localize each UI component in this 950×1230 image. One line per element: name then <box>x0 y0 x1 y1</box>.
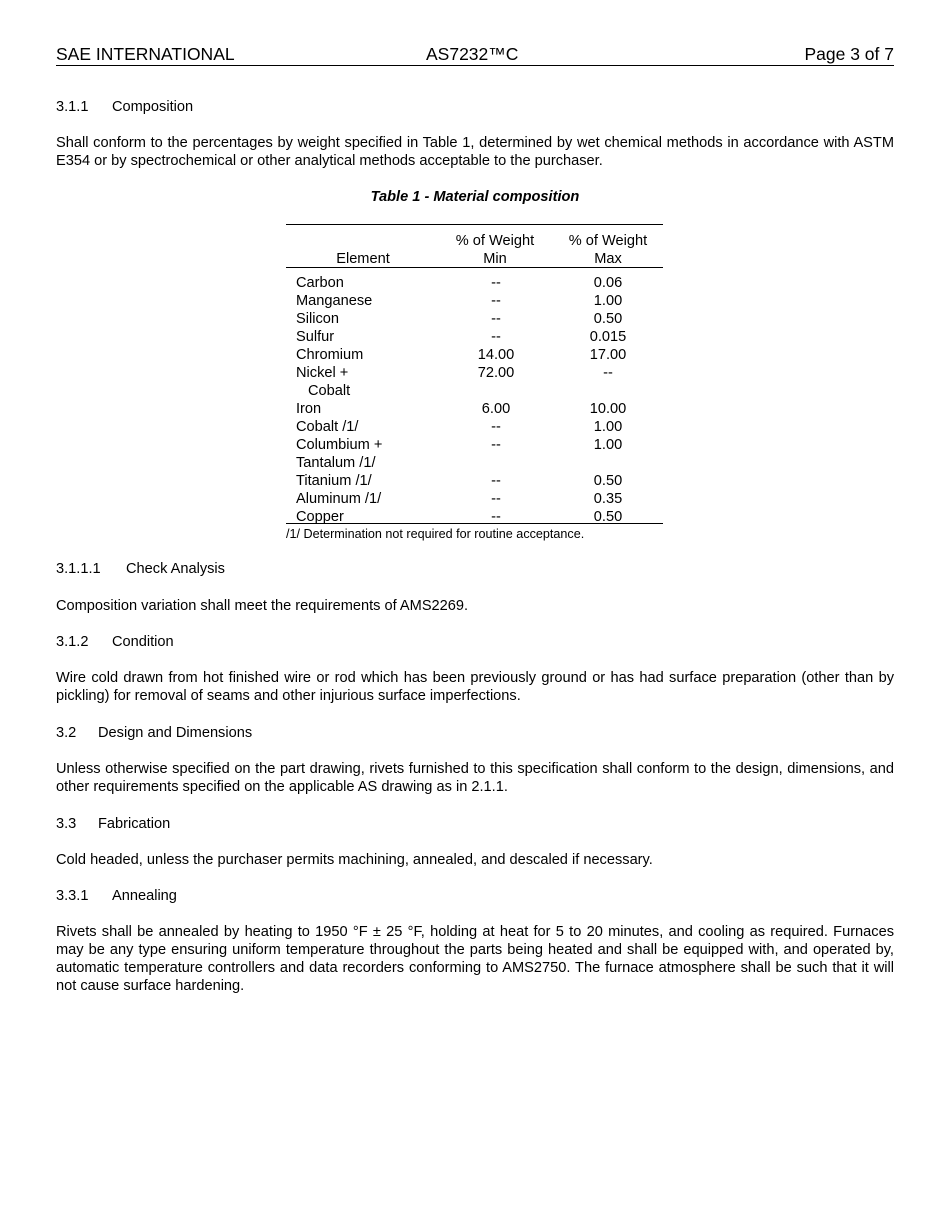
cell-max: 0.50 <box>593 473 623 489</box>
cell-min: 72.00 <box>477 365 515 381</box>
cell-element: Carbon <box>296 275 344 291</box>
cell-max: 0.35 <box>593 491 623 507</box>
header-min-line1: % of Weight <box>455 233 535 249</box>
section-body-3-1-1-1: Composition variation shall meet the requirements of AMS2269. <box>56 598 469 614</box>
table-body <box>286 274 663 526</box>
cell-max: 0.015 <box>589 329 627 345</box>
section-title: Fabrication <box>98 816 171 832</box>
table-row <box>286 472 663 490</box>
cell-min: -- <box>491 329 501 345</box>
table-row <box>286 292 663 310</box>
header-element: Element <box>336 251 390 267</box>
section-number: 3.3.1 <box>56 888 89 904</box>
table-footnote: /1/ Determination not required for routine acceptance. <box>286 527 585 541</box>
section-title: Check Analysis <box>126 561 225 577</box>
section-heading-3-3-1 <box>56 887 177 905</box>
section-heading-3-3 <box>56 815 170 833</box>
cell-min: -- <box>491 509 501 525</box>
cell-max: 0.06 <box>593 275 623 291</box>
section-body-3-3-1: Rivets shall be annealed by heating to 1950 °F ± 25 °F, holding at heat for 5 to 20 minutes, and cooling as required. Furnaces may be any type ensuring uniform temperature throughout the parts being heated and shall be equipped with, and operated by, automatic temperature controllers and data recorders conforming to AMS2750. The furnace atmosphere shall be such that it will not cause surface hardening. <box>56 924 894 994</box>
table-row <box>286 274 663 292</box>
cell-element: Iron <box>296 401 322 417</box>
cell-min: -- <box>491 473 501 489</box>
section-number: 3.1.1 <box>56 99 89 115</box>
header-min-line2: Min <box>483 251 507 267</box>
table-caption: Table 1 - Material composition <box>370 189 580 205</box>
header-max <box>548 232 668 268</box>
cell-max: 1.00 <box>593 437 623 453</box>
table-bottom-rule <box>286 523 663 524</box>
cell-max: 1.00 <box>593 419 623 435</box>
cell-element: Cobalt /1/ <box>296 419 359 435</box>
section-title: Design and Dimensions <box>98 725 253 741</box>
cell-element: Silicon <box>296 311 339 327</box>
cell-max: 17.00 <box>589 347 627 363</box>
table-row <box>286 328 663 346</box>
header-max-line1: % of Weight <box>568 233 648 249</box>
table-row <box>286 346 663 364</box>
table-row <box>286 400 663 418</box>
cell-max: 0.50 <box>593 509 623 525</box>
section-title: Condition <box>112 634 174 650</box>
table-row <box>286 490 663 508</box>
cell-min: -- <box>491 437 501 453</box>
cell-element: Aluminum /1/ <box>296 491 382 507</box>
section-number: 3.2 <box>56 725 77 741</box>
cell-element: Chromium <box>296 347 364 363</box>
cell-min: -- <box>491 419 501 435</box>
cell-element: Titanium /1/ <box>296 473 372 489</box>
section-title: Composition <box>112 99 194 115</box>
section-body-3-1-1: Shall conform to the percentages by weight specified in Table 1, determined by wet chemical methods in accordance with ASTM E354 or by spectrochemical or other analytical methods acceptable to the purchaser. <box>56 135 894 169</box>
cell-max: -- <box>603 365 613 381</box>
cell-min: -- <box>491 311 501 327</box>
header-organization: SAE INTERNATIONAL <box>56 44 235 64</box>
cell-element: Nickel + Cobalt <box>296 365 351 399</box>
cell-element: Copper <box>296 509 344 525</box>
header-min <box>435 232 555 268</box>
section-body-3-1-2: Wire cold drawn from hot finished wire or rod which has been previously ground or has had surface preparation (other than by pickling) for removal of seams and other injurious surface imperfections. <box>56 670 894 704</box>
section-body-3-3: Cold headed, unless the purchaser permits machining, annealed, and descaled if necessary. <box>56 852 653 868</box>
table-row <box>286 310 663 328</box>
table-header-rule <box>286 267 663 268</box>
page-header <box>56 45 894 66</box>
cell-min: -- <box>491 293 501 309</box>
table-top-rule <box>286 224 663 225</box>
section-heading-3-2 <box>56 724 252 742</box>
header-document-number: AS7232™C <box>426 44 519 64</box>
cell-element: Manganese <box>296 293 373 309</box>
cell-min: 14.00 <box>477 347 515 363</box>
section-heading-3-1-1-1 <box>56 560 225 578</box>
section-number: 3.1.2 <box>56 634 89 650</box>
cell-max: 1.00 <box>593 293 623 309</box>
table-row <box>286 364 663 400</box>
cell-min: -- <box>491 275 501 291</box>
section-number: 3.3 <box>56 816 77 832</box>
cell-min: -- <box>491 491 501 507</box>
table-row <box>286 418 663 436</box>
section-title: Annealing <box>112 888 177 904</box>
cell-element: Sulfur <box>296 329 335 345</box>
cell-min: 6.00 <box>481 401 511 417</box>
header-page-number: Page 3 of 7 <box>804 44 894 64</box>
section-heading-3-1-1 <box>56 98 193 116</box>
cell-max: 0.50 <box>593 311 623 327</box>
section-number: 3.1.1.1 <box>56 561 101 577</box>
table-row <box>286 436 663 472</box>
cell-element: Columbium + Tantalum /1/ <box>296 437 383 471</box>
cell-max: 10.00 <box>589 401 627 417</box>
section-body-3-2: Unless otherwise specified on the part drawing, rivets furnished to this specification shall conform to the design, dimensions, and other requirements specified on the applicable AS drawing as in 2.1.1. <box>56 761 894 795</box>
section-heading-3-1-2 <box>56 633 174 651</box>
header-max-line2: Max <box>594 251 622 267</box>
